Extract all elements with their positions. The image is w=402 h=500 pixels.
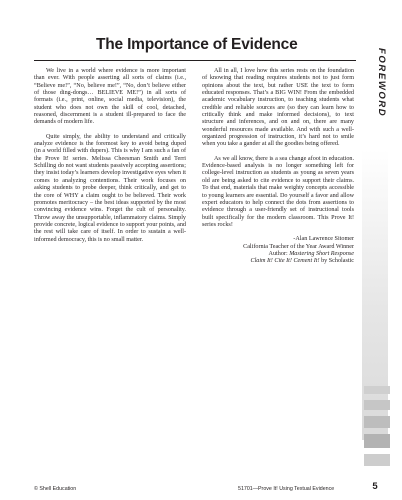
footer-product: 51701—Prove It! Using Textual Evidence [238, 486, 335, 492]
title-rule [34, 60, 356, 61]
signature-award: California Teacher of the Year Award Winner [243, 243, 354, 250]
paragraph: Quite simply, the ability to understand and critically analyze evidence is the foremost key to avoid being duped (in a world filled with dupers). This is why I am such a fan of the Prove It! series. Melissa Cheesman Smith and Terri Schilling do not want students passively accepting assertions; they insist today’s learners develop investigative eyes when it comes to analyzing contentions. Their work focuses on asking students to probe deeper, think critically, and get to the core of WHY a claim ought to be believed. Their work promotes meritocracy – the best ideas supported by the most convincing evidence wins. Forget the cult of personality. Throw away the unsupportable, inflammatory claims. Simply provide concrete, logical evidence to support your points, and the rest will take care of itself. In order to sustain a well-informed democracy, this is no small matter. [34, 133, 186, 243]
right-column [202, 68, 354, 266]
page-number: 5 [372, 481, 378, 492]
paragraph: All in all, I love how this series rests on the foundation of knowing that reading requires students not to just form opinions about the text, but rather USE the text to form educated responses. That’s a BIG WIN! From the embedded academic vocabulary instruction, to teaching students what credible and reliable sources are (so they can learn how to critically think and make informed decisions), to text structure and inferences, and on and on, there are many wonderful resources made available. And with such a well-organized progression of instruction, it’s hard not to smile when you take a gander at all the goodies being offered. [202, 68, 354, 148]
author-prefix: Author: [268, 250, 290, 257]
paragraph: As we all know, there is a sea change afoot in education. Evidence-based analysis is no longer something left for college-level instruction as students as young as seven years old are being asked to cite evidence to support their claims. To that end, materials that make weighty concepts accessible to young learners are essential. Do yourself a favor and allow expert educators to help connect the dots from assertions to evidence through a user-friendly set of instructional tools built specifically for the modern classroom. This Prove It! series rocks! [202, 155, 354, 228]
book-title: Mastering Short Response [289, 250, 354, 257]
signature-name: -Alan Lawrence Sitomer [293, 236, 354, 243]
section-label: FOREWORD [376, 48, 387, 118]
decorative-stripes-graphic [360, 380, 394, 470]
signature-author-line [202, 251, 354, 258]
paragraph: We live in a world where evidence is more important than ever. With people asserting all sorts of claims (i.e., “Believe me!”, “No, believe me!”, “No, don’t believe either of those ding-dongs… BELIEVE ME!”) in all sorts of formats (i.e., print, online, social media, television), the student who does not own the skill of cool, detached, reasoned, discernment is a student ill-prepared to face the demands of modern life. [34, 68, 186, 126]
footer-publisher: © Shell Education [34, 486, 77, 492]
left-column [34, 68, 186, 251]
publisher-suffix: by Scholastic [319, 258, 354, 265]
signature-block [202, 236, 354, 265]
signature-book-line [202, 258, 354, 265]
page-title: The Importance of Evidence [96, 36, 298, 53]
book-title: Claim It! Cite It! Cement It! [250, 258, 320, 265]
